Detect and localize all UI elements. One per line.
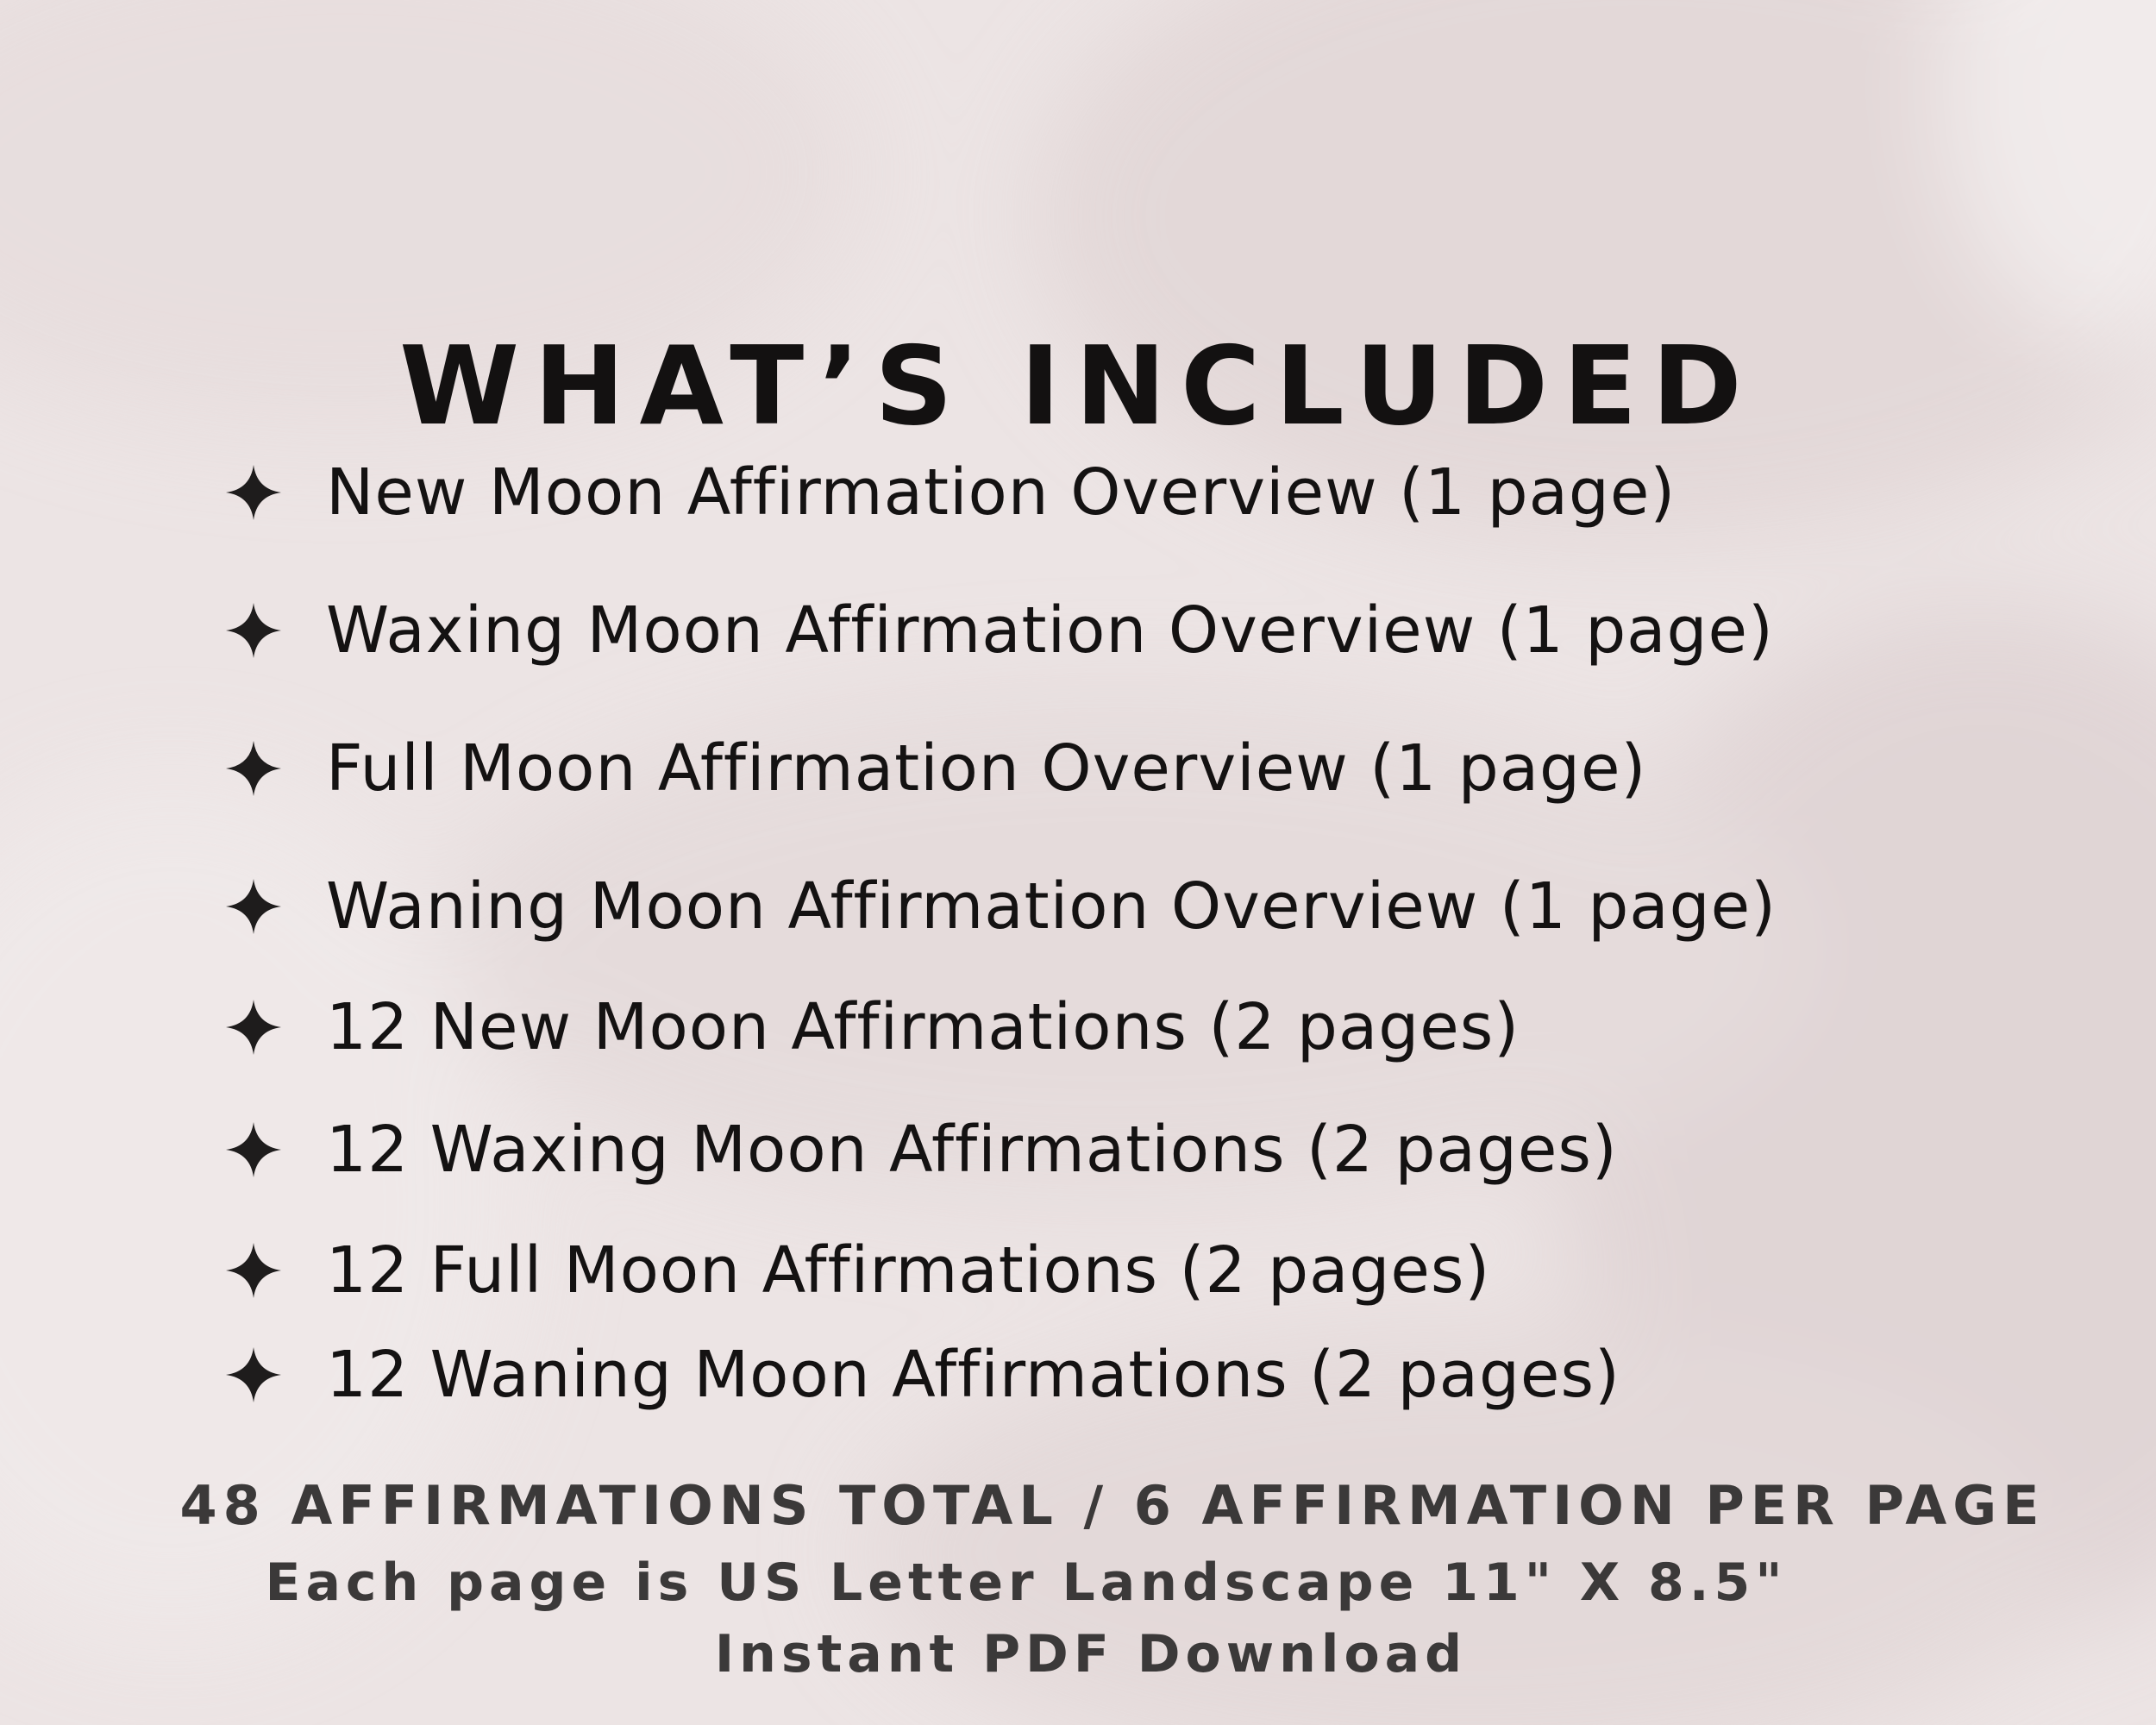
- list-item: [226, 1327, 1620, 1422]
- list-item: [226, 980, 1520, 1075]
- page-title: WHAT’S INCLUDED: [399, 323, 1757, 449]
- four-point-star-icon: [226, 741, 281, 796]
- list-item: [226, 721, 1646, 816]
- four-point-star-icon: [226, 879, 281, 934]
- affirmations-total-line: 48 AFFIRMATIONS TOTAL / 6 AFFIRMATION PER PAGE: [179, 1474, 2046, 1537]
- item-label: 12 Waning Moon Affirmations (2 pages): [326, 1338, 1620, 1412]
- list-item: [226, 445, 1676, 540]
- item-label: Full Moon Affirmation Overview (1 page): [326, 731, 1647, 806]
- four-point-star-icon: [226, 1122, 281, 1177]
- list-item: [226, 583, 1774, 678]
- four-point-star-icon: [226, 603, 281, 658]
- four-point-star-icon: [226, 1000, 281, 1055]
- page-size-line: Each page is US Letter Landscape 11" X 8.5": [265, 1552, 1788, 1613]
- four-point-star-icon: [226, 465, 281, 520]
- list-item: [226, 1223, 1490, 1318]
- item-label: Waning Moon Affirmation Overview (1 page): [326, 869, 1777, 944]
- item-label: 12 Full Moon Affirmations (2 pages): [326, 1233, 1491, 1308]
- item-label: Waxing Moon Affirmation Overview (1 page): [326, 593, 1774, 668]
- list-item: [226, 859, 1777, 954]
- four-point-star-icon: [226, 1347, 281, 1402]
- download-line: Instant PDF Download: [714, 1624, 1468, 1684]
- item-label: New Moon Affirmation Overview (1 page): [326, 455, 1677, 530]
- item-label: 12 New Moon Affirmations (2 pages): [326, 990, 1520, 1064]
- list-item: [226, 1102, 1618, 1197]
- four-point-star-icon: [226, 1243, 281, 1298]
- item-label: 12 Waxing Moon Affirmations (2 pages): [326, 1113, 1618, 1187]
